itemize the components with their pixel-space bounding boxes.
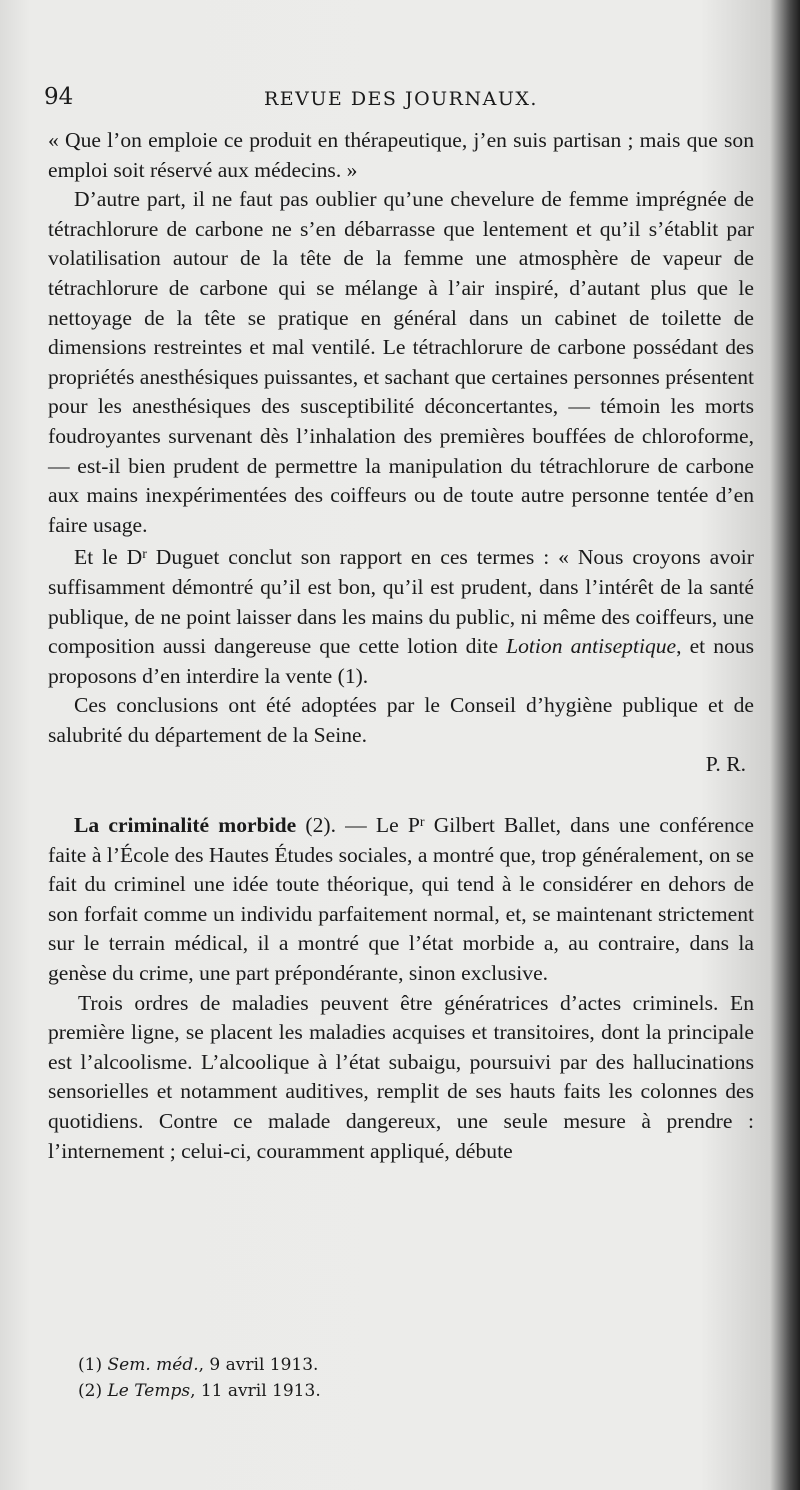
author-signature: P. R. <box>705 752 746 777</box>
text-run: , et nous proposons d’en interdire la vente (1). <box>48 634 755 688</box>
paragraph-tetrachlorure: D’autre part, il ne faut pas oublier qu’une chevelure de femme imprégnée de tétrachlorure de carbone ne s’en débarrasse que lentement et qu’il s’établit par volatilisation autour de la tête de la femme une atmosphère de vapeur de tétrachlorure de carbone qui se mélange à l’air inspiré, d’autant plus que le nettoyage de la tête se pratique en général dans un cabinet de toilette de dimensions restreintes et mal ventilé. Le tétrachlorure de carbone possédant des propriétés anesthésiques puissantes, et sachant que certaines personnes présentent pour les anesthésiques des susceptibilité déconcertantes, — témoin les morts foudroyantes survenant dès l’inhalation des premières bouffées de chloroforme, — est-il bien prudent de permettre la manipulation du tétrachlorure de carbone aux mains inexpérimentées des coiffeurs ou de toute autre personne tentée d’en faire usage. <box>48 187 754 537</box>
footnotes <box>78 1352 678 1404</box>
footnote-number: (1) <box>78 1355 103 1375</box>
running-head: REVUE DES JOURNAUX. <box>264 88 538 110</box>
superscript: r <box>419 815 425 831</box>
superscript: r <box>142 547 147 563</box>
paragraph-conseil-hygiene: Ces conclusions ont été adoptées par le Conseil d’hygiène publique et de salubrité du département de la Seine. <box>48 693 754 747</box>
paragraph-duguet-conclusion <box>48 540 754 691</box>
footnote-source: Sem. méd. <box>107 1355 199 1375</box>
page-header <box>44 84 744 118</box>
text-run: Gilbert Ballet, dans une conférence faite à l’École des Hautes Études sociales, a montré que, trop généralement, on se fait du criminel une idée toute théorique, qui tend à le considérer en dehors de son forfait comme un individu parfaitement normal, et, se maintenant strictement sur le terrain médical, il a montré que l’état morbide a, au contraire, dans la genèse du crime, une part prépondérante, sinon exclusive. <box>48 813 754 986</box>
text-run: Duguet conclut son rapport en ces termes : « Nous croyons avoir suffisamment démontré qu’il est bon, qu’il est prudent, dans l’intérêt de la santé publique, de ne point laisser dans les mains du public, ni même des coiffeurs, une composition aussi dangereuse que cette lotion dite <box>48 545 754 659</box>
footnote-2 <box>78 1378 678 1404</box>
text-run: (2). — Le P <box>296 813 420 838</box>
footnote-text: , 9 avril 1913. <box>198 1355 319 1375</box>
footnote-source: Le Temps <box>107 1381 191 1401</box>
section-gap <box>48 780 754 808</box>
footnote-text: , 11 avril 1913. <box>190 1381 321 1401</box>
text-run: Et le D <box>74 545 143 570</box>
section-title: La criminalité morbide <box>74 813 297 838</box>
italic-term: Lotion antiseptique <box>506 634 677 659</box>
footnote-1 <box>78 1352 678 1378</box>
paragraph-quote-continuation: « Que l’on emploie ce produit en thérapeutique, j’en suis partisan ; mais que son emploi soit réservé aux médecins. » <box>48 128 754 182</box>
paragraph-trois-ordres: Trois ordres de maladies peuvent être génératrices d’actes criminels. En première ligne, se placent les maladies acquises et transitoires, dont la principale est l’alcoolisme. L’alcoolique à l’état subaigu, poursuivi par des hallucinations sensorielles et notamment auditives, remplit de ses hauts faits les colonnes des quotidiens. Contre ce malade dangereux, une seule mesure à prendre : l’internement ; celui-ci, couramment appliqué, débute <box>48 990 754 1163</box>
footnote-number: (2) <box>78 1381 103 1401</box>
article-body <box>48 126 754 1166</box>
paragraph-criminalite-morbide <box>48 808 754 989</box>
page-number: 94 <box>44 84 74 110</box>
